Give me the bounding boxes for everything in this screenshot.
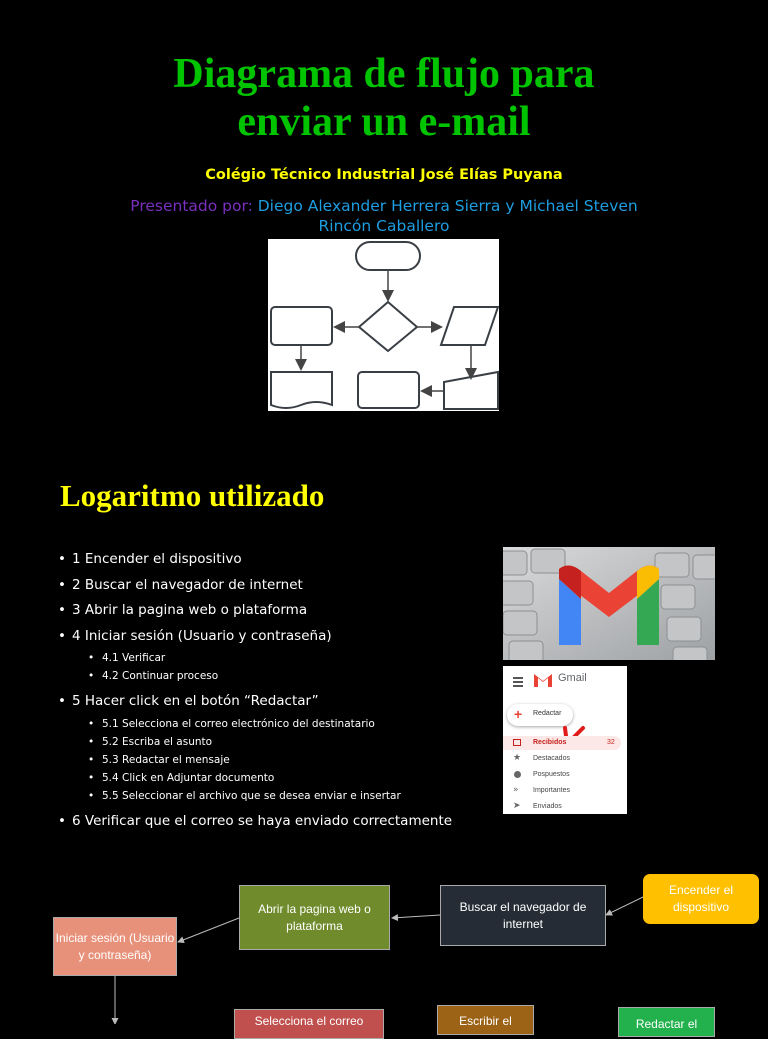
manual-input-shape xyxy=(444,372,498,409)
title-line-2: enviar un e-mail xyxy=(237,99,531,145)
decision-shape xyxy=(359,302,417,351)
flow-box-buscar: Buscar el navegador de internet xyxy=(440,885,606,946)
presented-by xyxy=(110,196,658,236)
process-shape-middle xyxy=(358,372,419,408)
list-item: • 3 Abrir la pagina web o plataforma xyxy=(58,602,308,618)
algorithm-steps xyxy=(58,548,498,835)
gmail-brand: Gmail xyxy=(558,672,587,684)
list-item: • 6 Verificar que el correo se haya enviado correctamente xyxy=(58,812,453,829)
presenter-names-1: Diego Alexander Herrera Sierra y Michael Steven xyxy=(252,197,638,215)
list-item: • 1 Encender el dispositivo xyxy=(58,551,242,567)
list-item: • 4 Iniciar sesión (Usuario y contraseña) xyxy=(58,627,332,644)
flow-box-redactar: Redactar el xyxy=(618,1007,715,1037)
data-shape xyxy=(441,307,498,345)
compose-label: Redactar xyxy=(533,710,562,717)
sub-list-item: • 5.1 Selecciona el correo electrónico del destinatario xyxy=(88,717,375,730)
gmail-keyboard-photo xyxy=(503,547,715,660)
sub-list-item: • 5.5 Seleccionar el archivo que se desea enviar e insertar xyxy=(88,789,401,802)
list-item: • 2 Buscar el navegador de internet xyxy=(58,576,303,593)
flow-box-abrir: Abrir la pagina web o plataforma xyxy=(239,885,390,950)
presenter-names-2: Rincón Caballero xyxy=(318,217,450,235)
hamburger-menu-icon[interactable] xyxy=(513,677,523,687)
presented-label: Presentado por: xyxy=(130,197,253,215)
flowchart-illustration xyxy=(268,239,499,411)
flowchart-diagram xyxy=(268,239,499,411)
sub-list-item: • 5.4 Click en Adjuntar documento xyxy=(88,771,275,784)
inbox-count: 32 xyxy=(607,739,615,746)
sub-list-item: • 4.1 Verificar xyxy=(88,652,166,664)
gmail-small-logo-icon xyxy=(533,672,553,688)
document-shape xyxy=(271,372,332,408)
sub-list-item: • 5.3 Redactar el mensaje xyxy=(88,753,230,766)
title-line-1: Diagrama de flujo para xyxy=(173,51,595,97)
clock-icon xyxy=(514,771,521,778)
flow-box-iniciar: Iniciar sesión (Usuario y contraseña) xyxy=(53,917,177,976)
terminal-shape xyxy=(356,242,420,270)
gmail-screenshot xyxy=(503,666,627,814)
important-icon: » xyxy=(513,785,519,795)
gmail-logo-icon xyxy=(503,547,715,660)
flow-box-encender: Encender el dispositivo xyxy=(643,874,759,924)
menu-destacados[interactable]: Destacados xyxy=(533,755,570,762)
inbox-icon xyxy=(513,739,521,746)
menu-enviados[interactable]: Enviados xyxy=(533,803,562,810)
star-icon: ★ xyxy=(513,753,522,763)
menu-pospuestos[interactable]: Pospuestos xyxy=(533,771,570,778)
page-title xyxy=(0,50,768,146)
sub-list-item: • 4.2 Continuar proceso xyxy=(88,670,219,682)
sub-list-item: • 5.2 Escriba el asunto xyxy=(88,735,213,748)
process-flow xyxy=(0,860,768,1031)
process-shape-left xyxy=(271,307,332,345)
send-icon: ➤ xyxy=(513,801,521,811)
menu-recibidos[interactable]: Recibidos xyxy=(533,739,567,746)
menu-importantes[interactable]: Importantes xyxy=(533,787,570,794)
flow-box-escribir: Escribir el xyxy=(437,1005,534,1035)
plus-icon: + xyxy=(514,706,523,722)
school-name: Colégio Técnico Industrial José Elías Puyana xyxy=(205,167,563,183)
section-title: Logaritmo utilizado xyxy=(60,478,325,513)
flow-box-selecciona: Selecciona el correo xyxy=(234,1009,384,1039)
list-item: • 5 Hacer click en el botón “Redactar” xyxy=(58,693,319,709)
